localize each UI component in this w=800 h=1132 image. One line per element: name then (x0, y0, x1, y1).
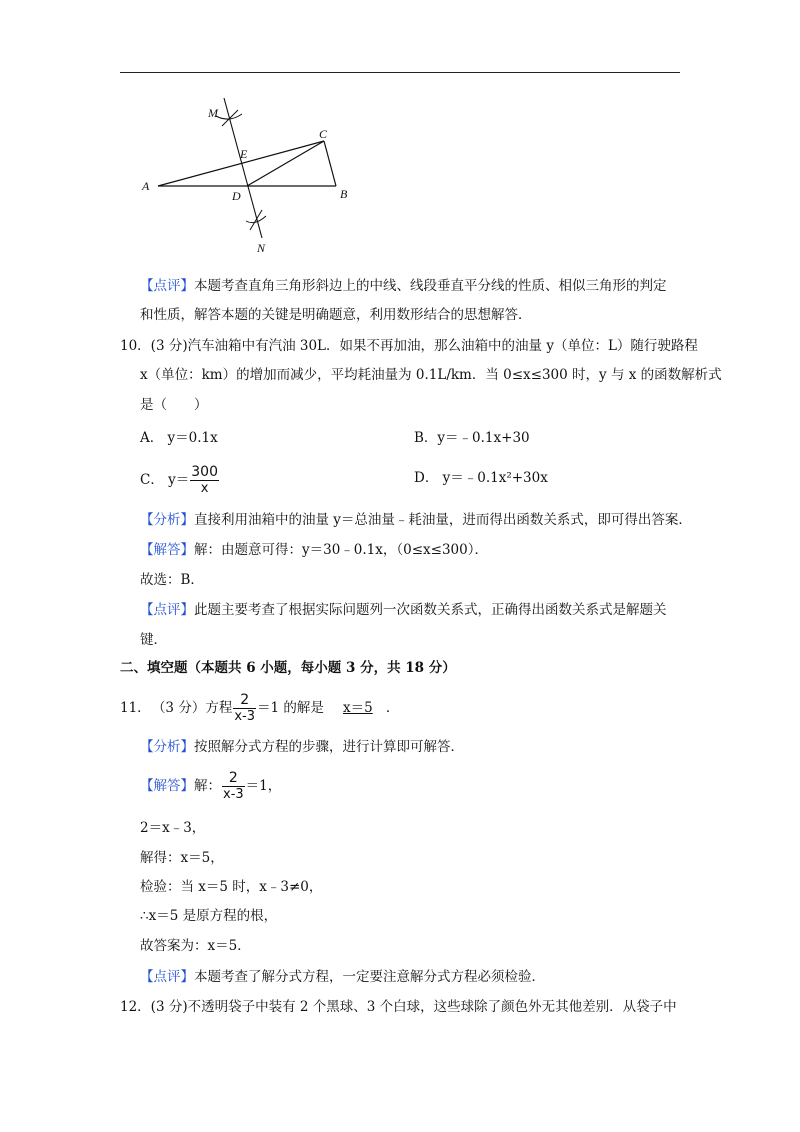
label-d: D (232, 189, 241, 203)
q10-option-c-prefix: C． y＝ (140, 472, 190, 488)
label-n: N (257, 241, 266, 255)
answer-tag: 【解答】 (140, 542, 194, 558)
q10-choice: 故选：B． (140, 572, 204, 588)
section-heading: 二、填空题（本题共 6 小题，每小题 3 分，共 18 分） (120, 660, 456, 676)
comment-tag: 【点评】 (140, 278, 194, 294)
label-b: B (340, 187, 348, 201)
q10-option-c-fraction (190, 465, 219, 496)
q10-stem-1: 10．(3 分)汽车油箱中有汽油 30L．如果不再加油，那么油箱中的油量 y（单位：L）随行驶路程 (120, 338, 698, 354)
q10-comment-line-2: 键． (140, 632, 167, 648)
q11-step-3: 检验：当 x＝5 时，x﹣3≠0， (140, 879, 323, 895)
q11-comment-text: 本题考查了解分式方程，一定要注意解分式方程必须检验． (194, 969, 545, 985)
q9-comment-line-1 (140, 276, 667, 296)
q10-comment-line-1 (140, 600, 667, 620)
q11-answer-tail: ＝1， (245, 778, 282, 794)
q10-option-a: A． y＝0.1x (140, 430, 218, 446)
fraction-numerator: 300 (191, 464, 218, 480)
header-rule (120, 72, 680, 73)
fraction-denominator: x-3 (234, 709, 255, 724)
q11-answer (140, 768, 281, 804)
q11-stem (120, 690, 399, 726)
label-e: E (240, 147, 248, 161)
comment-tag: 【点评】 (140, 969, 194, 985)
q11-fraction (233, 693, 256, 724)
q9-comment-text-1: 本题考查直角三角形斜边上的中线、线段垂直平分线的性质、相似三角形的判定 (194, 278, 667, 294)
q10-option-c (140, 462, 220, 498)
analysis-tag: 【分析】 (140, 512, 194, 528)
segment-cb (324, 141, 336, 186)
q11-step-5: 故答案为：x＝5． (140, 938, 251, 954)
fraction-numerator: 2 (240, 692, 250, 708)
q11-comment (140, 967, 545, 987)
q10-analysis-text: 直接利用油箱中的油量 y＝总油量﹣耗油量，进而得出函数关系式，即可得出答案． (194, 512, 692, 528)
q11-answer-blank: x＝5 (343, 700, 373, 716)
q10-comment-text-1: 此题主要考查了根据实际问题列一次函数关系式，正确得出函数关系式是解题关 (194, 602, 667, 618)
q10-option-d: D． y＝﹣0.1x²+30x (414, 470, 548, 486)
fraction-denominator: x (190, 480, 219, 496)
q11-answer-fraction (222, 771, 245, 802)
label-a: A (142, 179, 150, 193)
q11-end: ． (385, 700, 400, 716)
fraction-numerator: 2 (228, 770, 238, 786)
comment-tag: 【点评】 (140, 602, 194, 618)
q11-step-4: ∴x＝5 是原方程的根， (140, 908, 278, 924)
q11-answer-prefix: 解： (194, 778, 221, 794)
q11-step-2: 解得：x＝5， (140, 850, 224, 866)
q10-stem-2: x（单位：km）的增加而减少，平均耗油量为 0.1L/km．当 0≤x≤300 时，y 与 x 的函数解析式 (140, 367, 722, 383)
q12-stem-1: 12．(3 分)不透明袋子中装有 2 个黑球、3 个白球，这些球除了颜色外无其他差别．从袋子中 (120, 999, 677, 1015)
segment-dc (247, 141, 324, 186)
q11-number: 11． (120, 700, 151, 716)
q10-option-b: B．y＝﹣0.1x+30 (414, 430, 530, 446)
q10-answer (140, 540, 488, 560)
fraction-denominator: x-3 (223, 787, 244, 802)
q10-answer-text: 解：由题意可得：y＝30﹣0.1x，（0≤x≤300）． (194, 542, 488, 558)
answer-tag: 【解答】 (140, 778, 194, 794)
q11-score: （3 分）方程 (158, 700, 233, 716)
geometry-figure (130, 90, 370, 260)
q10-stem-3: 是（ ） (140, 397, 208, 413)
label-m: M (208, 106, 218, 120)
label-c: C (319, 127, 328, 141)
q11-analysis (140, 737, 464, 757)
q9-comment-line-2: 和性质，解答本题的关键是明确题意，利用数形结合的思想解答． (140, 307, 532, 323)
q11-eq-tail: ＝1 的解是 (256, 700, 324, 716)
q11-step-1: 2＝x﹣3， (140, 820, 206, 836)
analysis-tag: 【分析】 (140, 739, 194, 755)
q11-analysis-text: 按照解分式方程的步骤，进行计算即可解答． (194, 739, 464, 755)
q10-analysis (140, 510, 692, 530)
